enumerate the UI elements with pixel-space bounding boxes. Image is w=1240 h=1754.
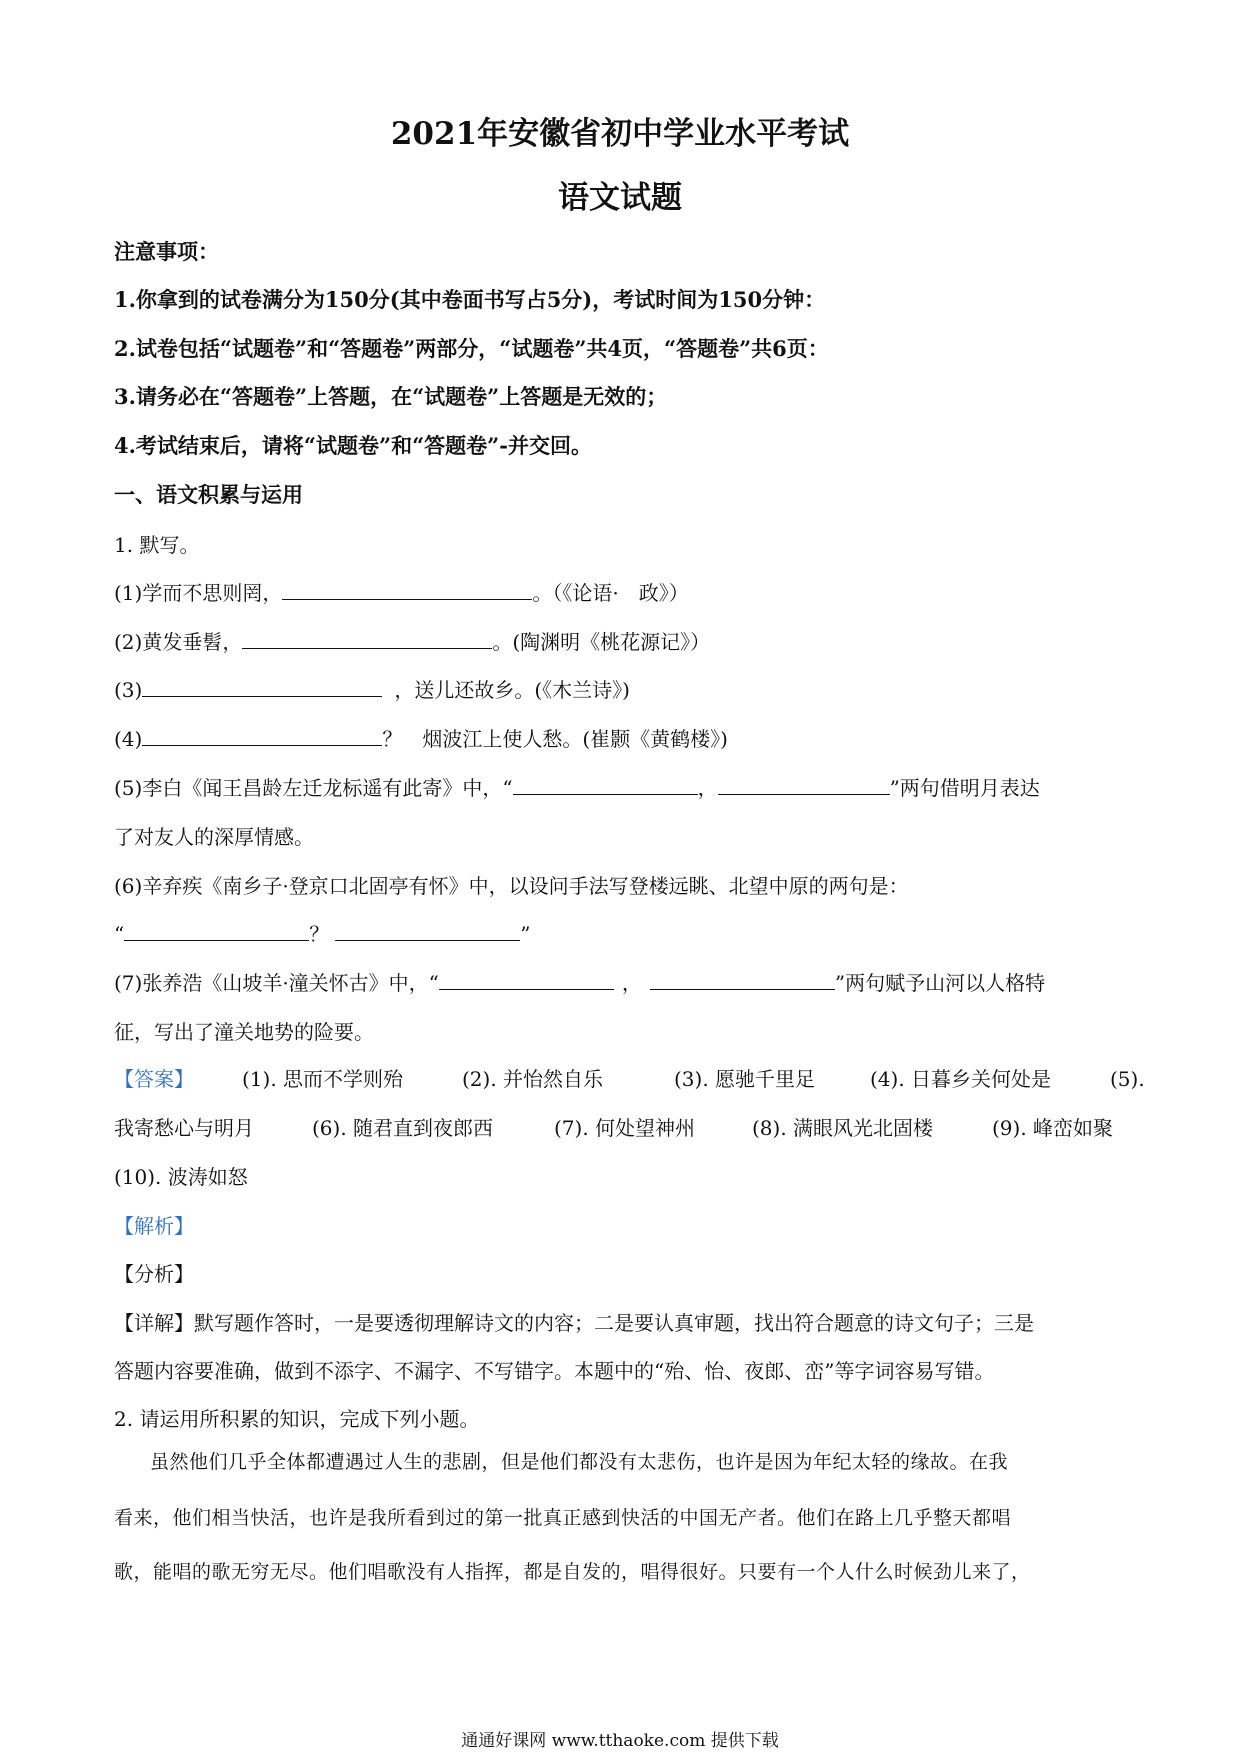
xiangjie-line-2: 答题内容要准确，做到不添字、不漏字、不写错字。本题中的“殆、怡、夜郎、峦”等字词容易写错。 xyxy=(114,1359,995,1383)
passage-line-2: 看来，他们相当快活，也许是我所看到过的第一批真正感到快活的中国无产者。他们在路上几乎整天都唱 xyxy=(114,1507,1012,1529)
q1-part-7-cont: 征，写出了潼关地势的险要。 xyxy=(114,1020,374,1044)
xiangjie-line-1: 【详解】默写题作答时，一是要透彻理解诗文的内容；二是要认真审题，找出符合题意的诗文句子；三是 xyxy=(114,1311,1034,1335)
q1-part-2: (2)黄发垂髫， 。(陶渊明《桃花源记》） xyxy=(114,630,711,654)
answer-blank xyxy=(242,628,492,649)
answer-blank xyxy=(335,920,520,941)
q1-part-5-cont: 了对友人的深厚情感。 xyxy=(114,825,314,849)
q1-part-3: (3) ，送儿还故乡。(《木兰诗》) xyxy=(114,678,630,702)
notes-heading: 注意事项： xyxy=(114,239,219,264)
answer-row-1: 【答案】 (1). 思而不学则殆 (2). 并怡然自乐 (3). 愿驰千里足 (4). 日暮乡关何处是 (5). xyxy=(114,1063,1145,1092)
exam-subtitle: 语文试题 xyxy=(558,180,682,216)
answer-blank xyxy=(142,725,382,746)
q1-part-7: (7)张养浩《山坡羊·潼关怀古》中，“ ， ”两句赋予山河以人格特 xyxy=(114,971,1046,995)
q1-part-6-blanks: “ ？ ” xyxy=(114,922,531,946)
answer-blank xyxy=(142,676,382,697)
answer-blank xyxy=(650,969,835,990)
answer-blank xyxy=(282,579,532,600)
answer-row-3: (10). 波涛如怒 xyxy=(114,1165,248,1189)
q1-part-1: (1)学而不思则罔， 。（《论语· 政》） xyxy=(114,581,689,605)
question-2-label: 2. 请运用所积累的知识，完成下列小题。 xyxy=(114,1407,480,1431)
q1-part-6: (6)辛弃疾《南乡子·登京口北固亭有怀》中，以设问手法写登楼远眺、北望中原的两句是： xyxy=(114,874,909,898)
passage-line-3: 歌，能唱的歌无穷无尽。他们唱歌没有人指挥，都是自发的，唱得很好。只要有一个人什么时候劲儿来了， xyxy=(114,1561,1031,1583)
fenxi-tag: 【分析】 xyxy=(114,1262,194,1286)
exam-title: 2021年安徽省初中学业水平考试 xyxy=(390,116,850,152)
answer-blank xyxy=(439,969,614,990)
note-item-1: 1.你拿到的试卷满分为150分(其中卷面书写占5分)，考试时间为150分钟： xyxy=(114,287,826,312)
passage-line-1: 虽然他们几乎全体都遭遇过人生的悲剧，但是他们都没有太悲伤，也许是因为年纪太轻的缘故。在我 xyxy=(150,1451,1009,1473)
answer-blank xyxy=(718,774,890,795)
section-heading: 一、语文积累与运用 xyxy=(114,482,303,507)
analysis-tag: 【解析】 xyxy=(114,1214,194,1238)
note-item-4: 4.考试结束后，请将“试题卷”和“答题卷”-并交回。 xyxy=(114,433,592,458)
answer-row-2: 我寄愁心与明月 (6). 随君直到夜郎西 (7). 何处望神州 (8). 满眼风光北固楼 (9). 峰峦如聚 xyxy=(114,1116,1114,1140)
question-1-label: 1. 默写。 xyxy=(114,533,200,557)
footer-source: 通通好课网 www.tthaoke.com 提供下载 xyxy=(461,1731,779,1751)
q1-part-4: (4) ？ 烟波江上使人愁。(崔颢《黄鹤楼》) xyxy=(114,727,728,751)
note-item-3: 3.请务必在“答题卷”上答题，在“试题卷”上答题是无效的； xyxy=(114,384,668,409)
q1-part-5: (5)李白《闻王昌龄左迁龙标遥有此寄》中，“ ， ”两句借明月表达 xyxy=(114,776,1040,800)
answer-blank xyxy=(124,920,309,941)
note-item-2: 2.试卷包括“试题卷”和“答题卷”两部分，“试题卷”共4页，“答题卷”共6页： xyxy=(114,336,829,361)
answer-tag: 【答案】 xyxy=(114,1067,194,1091)
answer-blank xyxy=(513,774,698,795)
